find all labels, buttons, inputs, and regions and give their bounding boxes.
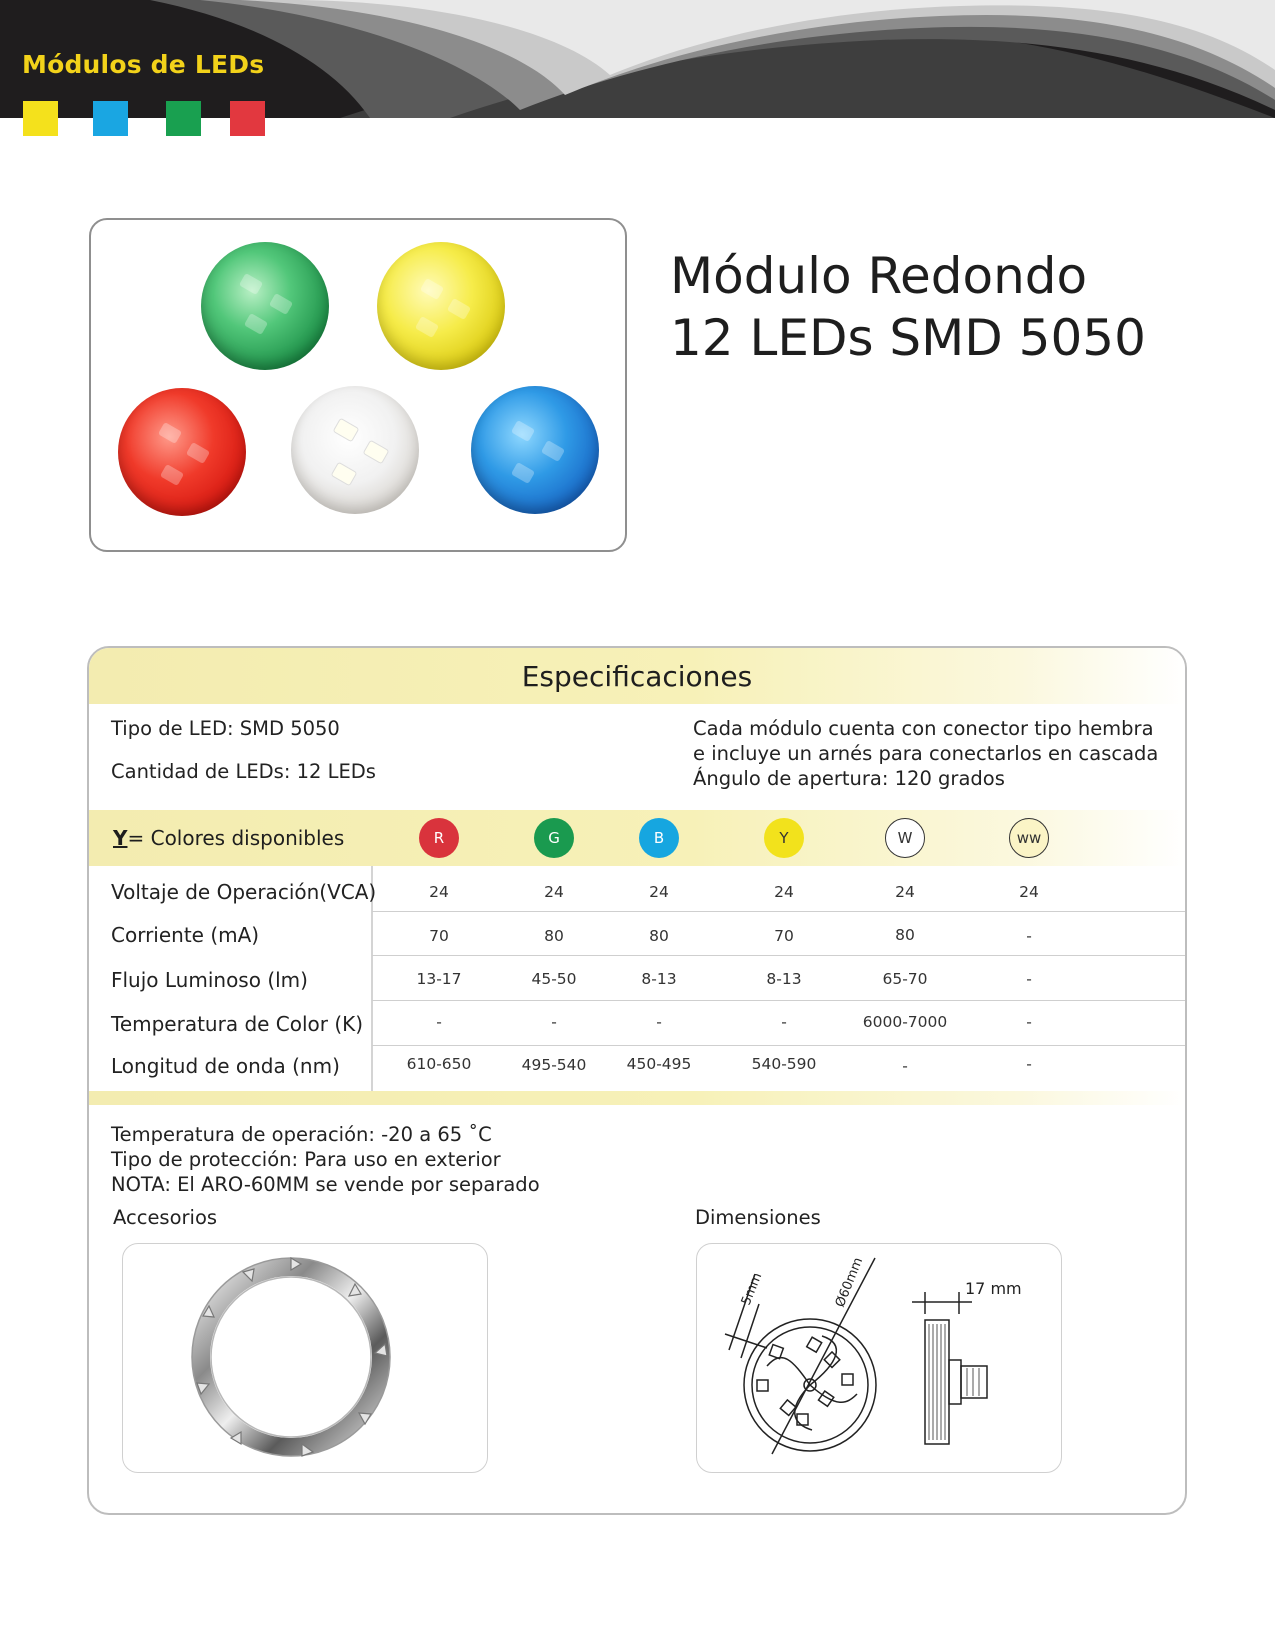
dimensions-drawing [697,1244,1063,1474]
dim-5mm-label: 5mm [738,1270,766,1308]
blue-swatch [93,101,128,136]
product-title-line1: Módulo Redondo [670,247,1088,305]
yellow-swatch [23,101,58,136]
table-cell: 13-17 [416,970,462,988]
led-type: Tipo de LED: SMD 5050 [111,717,340,740]
product-title [670,245,1146,369]
blue-led-module-image [471,386,599,514]
table-cell: - [1026,970,1032,988]
aro-ring-image [123,1244,489,1474]
table-cell: 24 [1019,883,1039,901]
description-line-1: Cada módulo cuenta con conector tipo hembra [693,717,1154,740]
table-cell: 8-13 [766,970,802,988]
color-dot-warm-white: ww [1009,818,1049,858]
table-cell: 450-495 [626,1055,692,1073]
row-label-voltage: Voltaje de Operación(VCA) [111,880,377,904]
accessories-label: Accesorios [113,1206,218,1229]
specifications-title: Especificaciones [521,660,753,693]
table-cell: - [656,1013,662,1031]
table-cell: 24 [649,883,669,901]
table-bottom-band [89,1091,1185,1105]
table-cell: - [1026,1013,1032,1031]
product-photo-card [89,218,627,552]
table-cell: 80 [895,926,915,944]
specifications-card [87,646,1187,1515]
available-colors-label [113,826,344,850]
table-cell: 80 [649,927,669,945]
row-label-luminous-flux: Flujo Luminoso (lm) [111,968,308,992]
table-cell: 24 [895,883,915,901]
red-led-module-image [118,388,246,516]
row-divider [372,1045,1187,1046]
table-cell: 6000-7000 [862,1013,948,1031]
description-line-2: e incluye un arnés para conectarlos en cascada [693,742,1159,765]
color-dot-yellow: Y [764,818,804,858]
row-label-wavelength: Longitud de onda (nm) [111,1054,340,1078]
row-label-current: Corriente (mA) [111,923,260,947]
row-divider [372,1000,1187,1001]
colors-key: Y [113,826,128,850]
led-count: Cantidad de LEDs: 12 LEDs [111,760,376,783]
brand-title: Módulos de LEDs [22,50,265,79]
table-cell: - [902,1057,908,1075]
table-cell: 24 [774,883,794,901]
description-line-3: Ángulo de apertura: 120 grados [693,767,1005,790]
table-cell: 45-50 [531,970,577,988]
table-cell: 24 [544,883,564,901]
accessory-image-card [122,1243,488,1473]
table-cell: 495-540 [521,1056,587,1074]
color-dot-blue: B [639,818,679,858]
color-dot-green: G [534,818,574,858]
dim-60mm-label: Ø60mm [832,1255,867,1310]
protection-type: Tipo de protección: Para uso en exterior [111,1148,501,1171]
separate-sale-note: NOTA: El ARO-60MM se vende por separado [111,1173,540,1196]
table-cell: - [436,1013,442,1031]
colors-label-text: = Colores disponibles [127,826,345,850]
table-cell: 540-590 [751,1055,817,1073]
row-divider [372,911,1187,912]
green-led-module-image [201,242,329,370]
table-cell: 8-13 [641,970,677,988]
table-cell: 65-70 [882,970,928,988]
operating-temperature: Temperatura de operación: -20 a 65 ˚C [111,1123,492,1146]
available-colors-band [89,810,1185,866]
module-description [693,716,1158,791]
row-divider [372,955,1187,956]
white-led-module-image [291,386,419,514]
dim-17mm-label: 17 mm [965,1279,1022,1298]
table-cell: - [1026,1055,1032,1073]
color-dot-white: W [885,818,925,858]
product-title-line2: 12 LEDs SMD 5050 [670,309,1146,367]
color-dot-red: R [419,818,459,858]
row-label-color-temperature: Temperatura de Color (K) [111,1012,364,1036]
table-cell: - [781,1013,787,1031]
red-swatch [230,101,265,136]
table-cell: 70 [429,927,449,945]
dimensions-label: Dimensiones [695,1206,821,1229]
yellow-led-module-image [377,242,505,370]
table-cell: 70 [774,927,794,945]
table-cell: 610-650 [406,1055,472,1073]
additional-notes [111,1122,540,1197]
table-cell: 24 [429,883,449,901]
table-cell: 80 [544,927,564,945]
table-cell: - [1026,927,1032,945]
table-cell: - [551,1013,557,1031]
green-swatch [166,101,201,136]
dimensions-image-card [696,1243,1062,1473]
